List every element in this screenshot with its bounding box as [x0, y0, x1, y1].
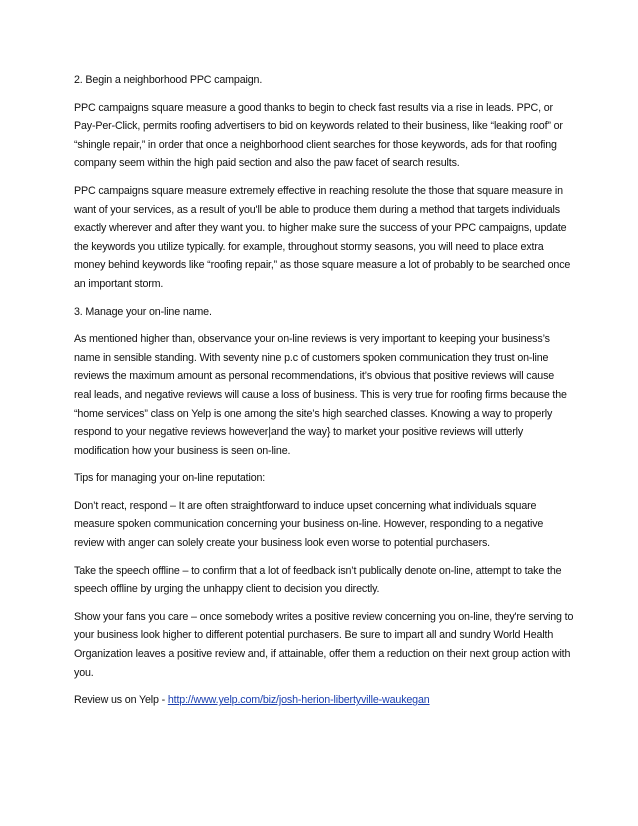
document-body	[74, 71, 574, 719]
review-prefix: Review us on Yelp -	[74, 694, 168, 707]
paragraph-tip-offline: Take the speech offline – to confirm that a lot of feedback isn’t publically denote on-line, attempt to take the speech offline by urging the unhappy client to decision you directly.	[74, 564, 562, 596]
paragraph-reviews: As mentioned higher than, observance your on-line reviews is very important to keeping your business’s name in sensible standing. With seventy nine p.c of customers spoken communication they trust on-line reviews the maximum amount as personal recommendations, it’s obvious that positive reviews will cause real leads, and negative reviews will cause a loss of business. This is very true for roofing firms because the “home services” class on Yelp is one among the site’s high searched classes. Knowing a way to properly respond to your negative reviews however|and the way} to market your positive reviews will utterly modification how your business is seen on-line.	[74, 333, 567, 457]
paragraph-ppc-effective: PPC campaigns square measure extremely effective in reaching resolute the those that square measure in want of your services, as a result of you'll be able to produce them during a method that targets individuals exactly wherever and after they want you. to higher make sure the success of your PPC campaigns, update the keywords you utilize typically. for example, throughout stormy seasons, you will need to place extra money behind keywords like “roofing repair,” as those square measure a lot of probably to be searched once an important storm.	[74, 184, 571, 290]
yelp-link[interactable]: http://www.yelp.com/biz/josh-herion-libertyville-waukegan	[167, 694, 430, 707]
section-heading-ppc: 2. Begin a neighborhood PPC campaign.	[74, 74, 263, 86]
paragraph-tips-heading: Tips for managing your on-line reputation:	[74, 472, 266, 485]
review-line	[74, 691, 574, 710]
paragraph-tip-respond: Don’t react, respond – It are often straightforward to induce upset concerning what individuals square measure spoken communication concerning your business on-line. However, responding to a negative review with anger can solely create your business look even worse to potential purchasers.	[74, 499, 544, 550]
paragraph-tip-fans: Show your fans you care – once somebody writes a positive review concerning you on-line, they're serving to your business look higher to different potential purchasers. Be sure to impart all and sundry World Health Organization leaves a positive review and, if attainable, offer them a reduction on their next group action with you.	[74, 610, 574, 679]
paragraph-ppc-intro: PPC campaigns square measure a good thanks to begin to check fast results via a rise in leads. PPC, or Pay-Per-Click, permits roofing advertisers to bid on keywords related to their business, like “leaking roof” or “shingle repair,” in order that once a neighborhood client searches for those keywords, ads for that roofing company seem within the high paid section and also the paw facet of search results.	[74, 101, 563, 170]
section-heading-manage-name: 3. Manage your on-line name.	[74, 305, 212, 318]
